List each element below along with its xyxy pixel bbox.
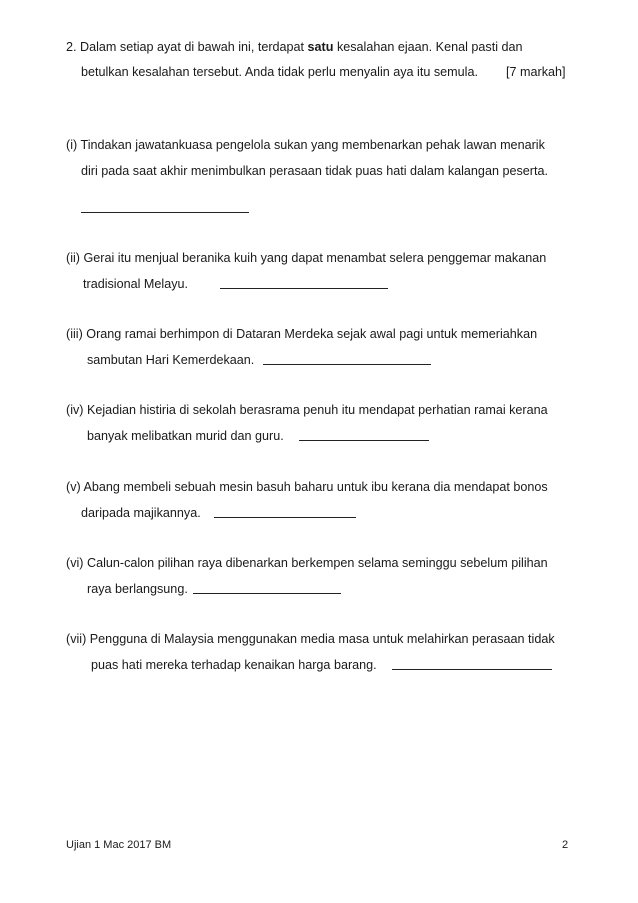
answer-blank[interactable] bbox=[193, 581, 341, 594]
question-text: Tindakan jawatankuasa pengelola sukan yang membenarkan pehak lawan menarik bbox=[80, 138, 545, 152]
question-2-answer bbox=[220, 276, 388, 293]
question-text: Abang membeli sebuah mesin basuh baharu untuk ibu kerana dia mendapat bonos bbox=[83, 480, 548, 494]
question-3-line-2 bbox=[87, 352, 254, 368]
footer-title: Ujian 1 Mac 2017 BM bbox=[66, 839, 172, 851]
instruction-text-a: Dalam setiap ayat di bawah ini, terdapat bbox=[80, 40, 308, 54]
question-label: (iv) bbox=[66, 403, 84, 417]
question-7-line-2 bbox=[91, 657, 377, 673]
answer-blank[interactable] bbox=[299, 428, 429, 441]
instruction-line-2: betulkan kesalahan tersebut. Anda tidak perlu menyalin aya itu semula. bbox=[81, 65, 478, 79]
answer-blank[interactable] bbox=[392, 657, 552, 670]
question-label: (i) bbox=[66, 138, 78, 152]
question-text: Gerai itu menjual beranika kuih yang dapat menambat selera penggemar makanan bbox=[83, 251, 547, 265]
page-number: 2 bbox=[562, 839, 569, 851]
question-text: puas hati mereka terhadap kenaikan harga barang. bbox=[91, 658, 377, 672]
question-3-answer bbox=[263, 352, 431, 369]
question-text: sambutan Hari Kemerdekaan. bbox=[87, 353, 255, 367]
question-label: (vii) bbox=[66, 632, 87, 646]
question-text: Kejadian histiria di sekolah berasrama penuh itu mendapat perhatian ramai kerana bbox=[86, 403, 548, 417]
question-text: daripada majikannya. bbox=[81, 506, 201, 520]
answer-blank[interactable] bbox=[263, 352, 431, 365]
question-text: Pengguna di Malaysia menggunakan media masa untuk melahirkan perasaan tidak bbox=[89, 632, 555, 646]
question-4-line-1 bbox=[66, 402, 548, 418]
question-label: (vi) bbox=[66, 556, 84, 570]
question-4-answer bbox=[299, 428, 429, 445]
question-label: (ii) bbox=[66, 251, 80, 265]
question-2-line-1 bbox=[66, 250, 546, 266]
question-7-line-1 bbox=[66, 631, 555, 647]
question-label: (iii) bbox=[66, 327, 83, 341]
question-4-line-2 bbox=[87, 428, 284, 444]
question-6-answer bbox=[193, 581, 341, 598]
question-6-line-1 bbox=[66, 555, 548, 571]
instruction-text-b: kesalahan ejaan. Kenal pasti dan bbox=[333, 40, 523, 54]
answer-blank[interactable] bbox=[214, 505, 356, 518]
question-6-line-2 bbox=[87, 581, 188, 597]
question-3-line-1 bbox=[66, 326, 537, 342]
question-1-line-1 bbox=[66, 137, 545, 153]
question-number: 2. bbox=[66, 40, 77, 54]
question-1-answer bbox=[81, 200, 249, 217]
marks-label: [7 markah] bbox=[506, 65, 566, 79]
question-7-answer bbox=[392, 657, 552, 674]
question-5-answer bbox=[214, 505, 356, 522]
instruction-line-1 bbox=[66, 39, 523, 55]
question-text: raya berlangsung. bbox=[87, 582, 188, 596]
question-text: banyak melibatkan murid dan guru. bbox=[87, 429, 284, 443]
question-text: Orang ramai berhimpon di Dataran Merdeka sejak awal pagi untuk memeriahkan bbox=[86, 327, 538, 341]
question-5-line-1 bbox=[66, 479, 548, 495]
question-2-line-2 bbox=[83, 276, 188, 292]
question-5-line-2 bbox=[81, 505, 201, 521]
question-1-line-2: diri pada saat akhir menimbulkan perasaan tidak puas hati dalam kalangan peserta. bbox=[81, 164, 548, 178]
answer-blank[interactable] bbox=[220, 276, 388, 289]
question-label: (v) bbox=[66, 480, 81, 494]
question-text: Calun-calon pilihan raya dibenarkan berkempen selama seminggu sebelum pilihan bbox=[86, 556, 548, 570]
instruction-bold-word: satu bbox=[307, 40, 334, 54]
question-text: tradisional Melayu. bbox=[83, 277, 188, 291]
answer-blank[interactable] bbox=[81, 200, 249, 213]
